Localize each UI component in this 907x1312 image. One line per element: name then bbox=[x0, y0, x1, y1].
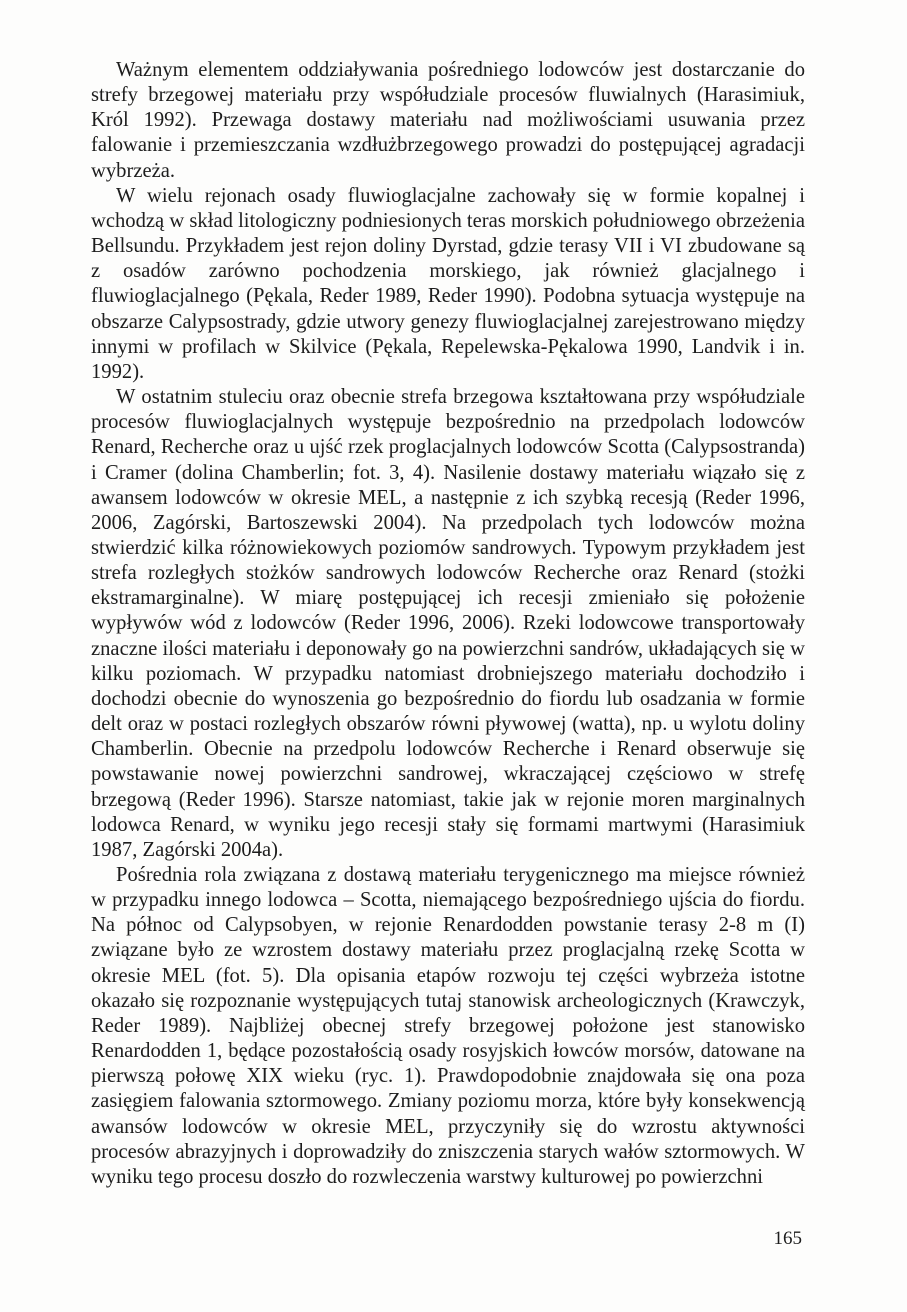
body-text bbox=[91, 58, 805, 1190]
paragraph-1: Ważnym elementem oddziaływania pośredniego lodowców jest dostarczanie do strefy brzegowej materiału przy współudziale procesów fluwialnych (Harasimiuk, Król 1992). Przewaga dostawy materiału nad możliwościami usuwania przez falowanie i przemieszczania wzdłużbrzegowego prowadzi do postępującej agradacji wybrzeża. bbox=[91, 59, 805, 182]
paragraph-2: W wielu rejonach osady fluwioglacjalne zachowały się w formie kopalnej i wchodzą w skład litologiczny podniesionych teras morskich południowego obrzeżenia Bellsundu. Przykładem jest rejon doliny Dyrstad, gdzie terasy VII i VI zbudowane są z osadów zarówno pochodzenia morskiego, jak również glacjalnego i fluwioglacjalnego (Pękala, Reder 1989, Reder 1990). Podobna sytuacja występuje na obszarze Calypsostrady, gdzie utwory genezy fluwioglacjalnej zarejestrowano między innymi w profilach w Skilvice (Pękala, Repelewska-Pękalowa 1990, Landvik i in. 1992). bbox=[91, 184, 805, 383]
page-number: 165 bbox=[773, 1228, 802, 1249]
paragraph-4: Pośrednia rola związana z dostawą materiału terygenicznego ma miejsce również w przypadku innego lodowca – Scotta, niemającego bezpośredniego ujścia do fiordu. Na północ od Calypsobyen, w rejonie Renardodden powstanie terasy 2-8 m (I) związane było ze wzrostem dostawy materiału przez proglacjalną rzekę Scotta w okresie MEL (fot. 5). Dla opisania etapów rozwoju tej części wybrzeża istotne okazało się rozpoznanie występujących tutaj stanowisk archeologicznych (Krawczyk, Reder 1989). Najbliżej obecnej strefy brzegowej położone jest stanowisko Renardodden 1, będące pozostałością osady rosyjskich łowców morsów, datowane na pierwszą połowę XIX wieku (ryc. 1). Prawdopodobnie znajdowała się ona poza zasięgiem falowania sztormowego. Zmiany poziomu morza, które były konsekwencją awansów lodowców w okresie MEL, przyczyniły się do wzrostu aktywności procesów abrazyjnych i doprowadziły do zniszczenia starych wałów sztormowych. W wyniku tego procesu doszło do rozwleczenia warstwy kulturowej po powierzchni bbox=[91, 864, 805, 1188]
paragraph-3: W ostatnim stuleciu oraz obecnie strefa brzegowa kształtowana przy współudziale procesów fluwioglacjalnych występuje bezpośrednio na przedpolach lodowców Renard, Recherche oraz u ujść rzek proglacjalnych lodowców Scotta (Calypsostranda) i Cramer (dolina Chamberlin; fot. 3, 4). Nasilenie dostawy materiału wiązało się z awansem lodowców w okresie MEL, a następnie z ich szybką recesją (Reder 1996, 2006, Zagórski, Bartoszewski 2004). Na przedpolach tych lodowców można stwierdzić kilka różnowiekowych poziomów sandrowych. Typowym przykładem jest strefa rozległych stożków sandrowych lodowców Recherche oraz Renard (stożki ekstramarginalne). W miarę postępującej ich recesji zmieniało się położenie wypływów wód z lodowców (Reder 1996, 2006). Rzeki lodowcowe transportowały znaczne ilości materiału i deponowały go na powierzchni sandrów, układających się w kilku poziomach. W przypadku natomiast drobniejszego materiału dochodziło i dochodzi obecnie do wynoszenia go bezpośrednio do fiordu lub osadzania w formie delt oraz w postaci rozległych obszarów równi pływowej (watta), np. u wylotu doliny Chamberlin. Obecnie na przedpolu lodowców Recherche i Renard obserwuje się powstawanie nowej powierzchni sandrowej, wkraczającej częściowo w strefę brzegową (Reder 1996). Starsze natomiast, takie jak w rejonie moren marginalnych lodowca Renard, w wyniku jego recesji stały się formami martwymi (Harasimiuk 1987, Zagórski 2004a). bbox=[91, 386, 805, 861]
